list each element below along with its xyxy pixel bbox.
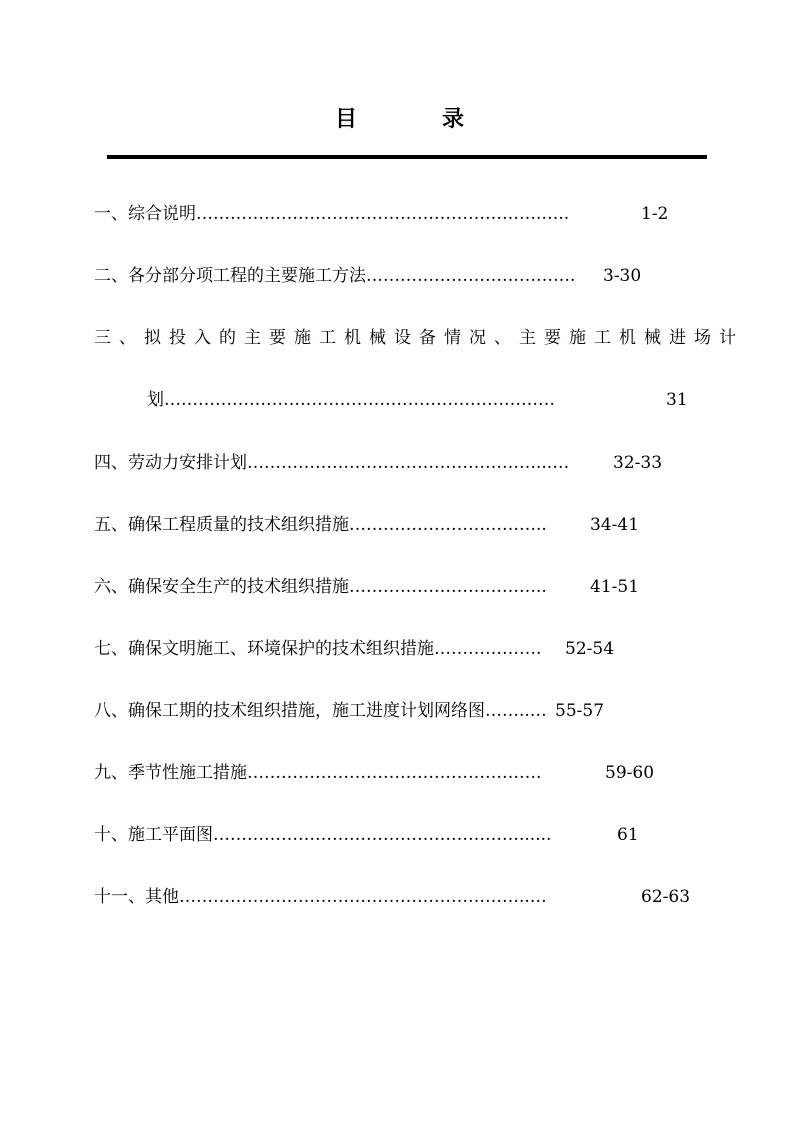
toc-entry-pages: 55-57 [555,701,605,721]
toc-entry-label: 二、各分部分项工程的主要施工方法 [94,266,366,286]
title-char-2: 录 [442,106,465,132]
toc-entry-7[interactable] [94,637,614,661]
toc-entry-leader: ……..… [485,701,547,721]
toc-entry-pages: 1-2 [641,204,669,224]
toc-entry-leader: ……………………………………………. [247,763,542,783]
toc-entry-pages: 59-60 [605,763,655,783]
toc-entry-10[interactable] [94,823,639,847]
toc-entry-4[interactable] [94,451,662,475]
toc-entry-leader: …………………………….. [349,515,547,535]
toc-entry-label: 三、拟投入的主要施工机械设备情况、主要施工机械进场计 [94,328,744,348]
toc-entry-pages: 41-51 [590,577,640,597]
toc-entry-pages: 62-63 [641,887,691,907]
toc-entry-label: 十一、其他 [94,887,179,907]
toc-entry-label: 六、确保安全生产的技术组织措施 [94,577,349,597]
toc-entry-label: 五、确保工程质量的技术组织措施 [94,515,349,535]
toc-title [0,102,794,134]
toc-entry-leader: ……………………………………………………..… [179,887,547,907]
toc-entry-leader: ………………. [434,639,542,659]
toc-entry-5[interactable] [94,513,639,537]
toc-entry-11[interactable] [94,885,690,909]
toc-entry-1[interactable] [94,202,668,226]
toc-entry-label: 一、综合说明 [94,204,196,224]
toc-entry-pages: 61 [617,825,639,845]
toc-entry-6[interactable] [94,575,639,599]
toc-entry-2[interactable] [94,264,641,288]
toc-entry-leader: …………………………….. [349,577,547,597]
toc-entry-pages: 52-54 [565,639,615,659]
title-divider [107,155,707,159]
toc-entry-pages: 31 [666,390,688,410]
toc-entry-label: 九、季节性施工措施 [94,763,247,783]
toc-entry-label: 八、确保工期的技术组织措施，施工进度计划网络图 [94,701,485,721]
toc-entry-3-line-2[interactable] [147,388,688,412]
toc-entry-leader: ………………………………………………...... [213,825,552,845]
toc-entry-label: 十、施工平面图 [94,825,213,845]
toc-entry-leader: ………………………………. [366,266,576,286]
toc-entry-pages: 3-30 [603,266,642,286]
toc-entry-8[interactable] [94,699,604,723]
title-char-1: 目 [335,106,358,132]
toc-entry-label: 划 [147,390,164,410]
toc-entry-9[interactable] [94,761,654,785]
toc-entry-label: 四、劳动力安排计划 [94,453,247,473]
toc-entry-pages: 32-33 [613,453,663,473]
toc-entry-pages: 34-41 [590,515,640,535]
toc-entry-leader: …………………………………………………….….. [196,204,570,224]
toc-entry-3-line-1[interactable] [94,326,744,350]
toc-entry-label: 七、确保文明施工、环境保护的技术组织措施 [94,639,434,659]
toc-entry-leader: …………………………………………………………… [164,390,555,410]
toc-entry-leader: ……………………………………………...… [247,453,570,473]
